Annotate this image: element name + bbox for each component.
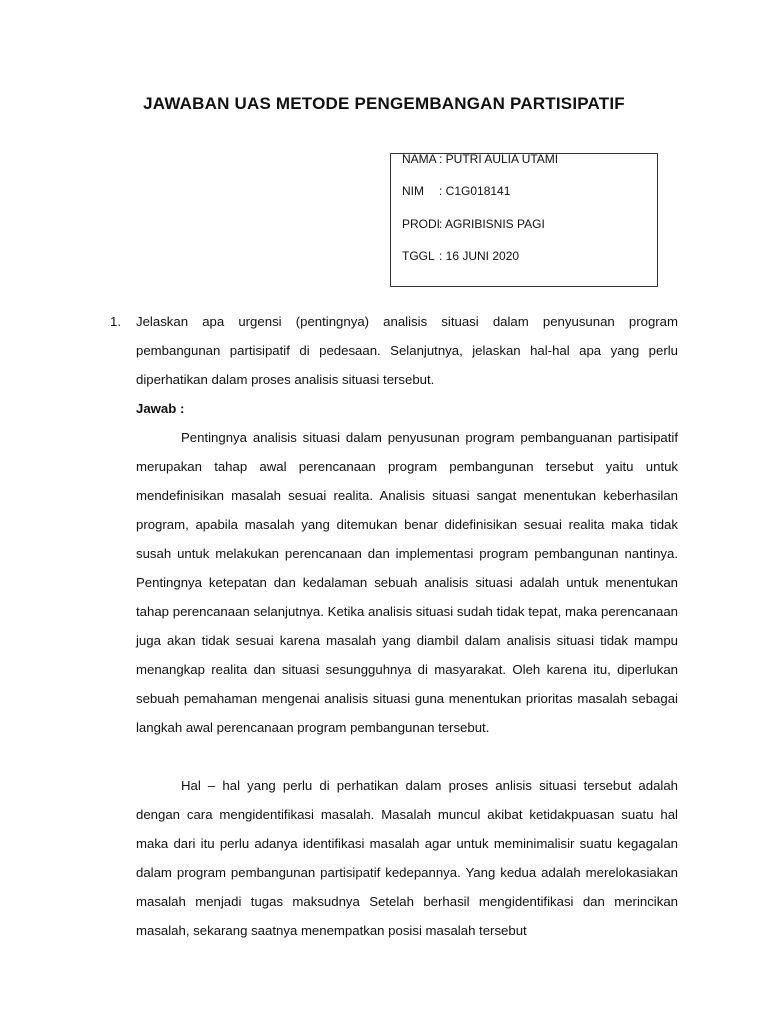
identity-row-nim: [402, 183, 510, 199]
identity-value: : AGRIBISNIS PAGI: [439, 217, 545, 231]
document-title: JAWABAN UAS METODE PENGEMBANGAN PARTISIPATIF: [143, 94, 625, 113]
question-text: Jelaskan apa urgensi (pentingnya) analisis situasi dalam penyusunan program pembangunan partisipatif di pedesaan. Selanjutnya, jelaskan hal-hal apa yang perlu diperhatikan dalam proses analisis situasi tersebut.: [136, 314, 678, 387]
identity-row-prodi: [402, 216, 545, 232]
question-number: 1.: [110, 314, 121, 329]
answer-paragraph: Hal – hal yang perlu di perhatikan dalam proses anlisis situasi tersebut adalah dengan cara mengidentifikasi masalah. Masalah muncul akibat ketidakpuasan suatu hal maka dari itu perlu adanya identifikasi masalah agar untuk meminimalisir suatu kegagalan dalam program pembangunan partisipatif kedepannya. Yang kedua adalah merelokasiakan masalah menjadi tugas maksudnya Setelah berhasil mengidentifikasi dan merincikan masalah, sekarang saatnya menempatkan posisi masalah tersebut: [136, 778, 678, 938]
identity-value: : 16 JUNI 2020: [439, 249, 520, 263]
identity-row-tggl: [402, 248, 519, 264]
answer-paragraph: Pentingnya analisis situasi dalam penyusunan program pembanguanan partisipatif merupakan tahap awal perencanaan program pembangunan tersebut yaitu untuk mendefinisikan masalah sesuai realita. Analisis situasi sangat menentukan keberhasilan program, apabila masalah yang ditemukan benar didefinisikan sesuai realita maka tidak susah untuk melakukan perencanaan dan implementasi program pembangunan nantinya. Pentingnya ketepatan dan kedalaman sebuah analisis situasi adalah untuk menentukan tahap perencanaan selanjutnya. Ketika analisis situasi sudah tidak tepat, maka perencanaan juga akan tidak sesuai karena masalah yang diambil dalam analisis situasi tidak mampu menangkap realita dan situasi sesungguhnya di masyarakat. Oleh karena itu, diperlukan sebuah pemahaman mengenai analisis situasi guna menentukan prioritas masalah sebagai langkah awal perencanaan program pembangunan tersebut.: [136, 430, 678, 735]
identity-label: TGGL: [402, 249, 435, 263]
identity-label: PRODI: [402, 217, 441, 231]
identity-value: : C1G018141: [439, 184, 511, 198]
answer-label: Jawab :: [136, 401, 185, 416]
identity-row-nama: [402, 153, 558, 167]
identity-value: : PUTRI AULIA UTAMI: [439, 153, 559, 166]
student-identity-box: [390, 153, 658, 287]
identity-label: NAMA: [402, 153, 437, 166]
identity-label: NIM: [402, 184, 424, 198]
